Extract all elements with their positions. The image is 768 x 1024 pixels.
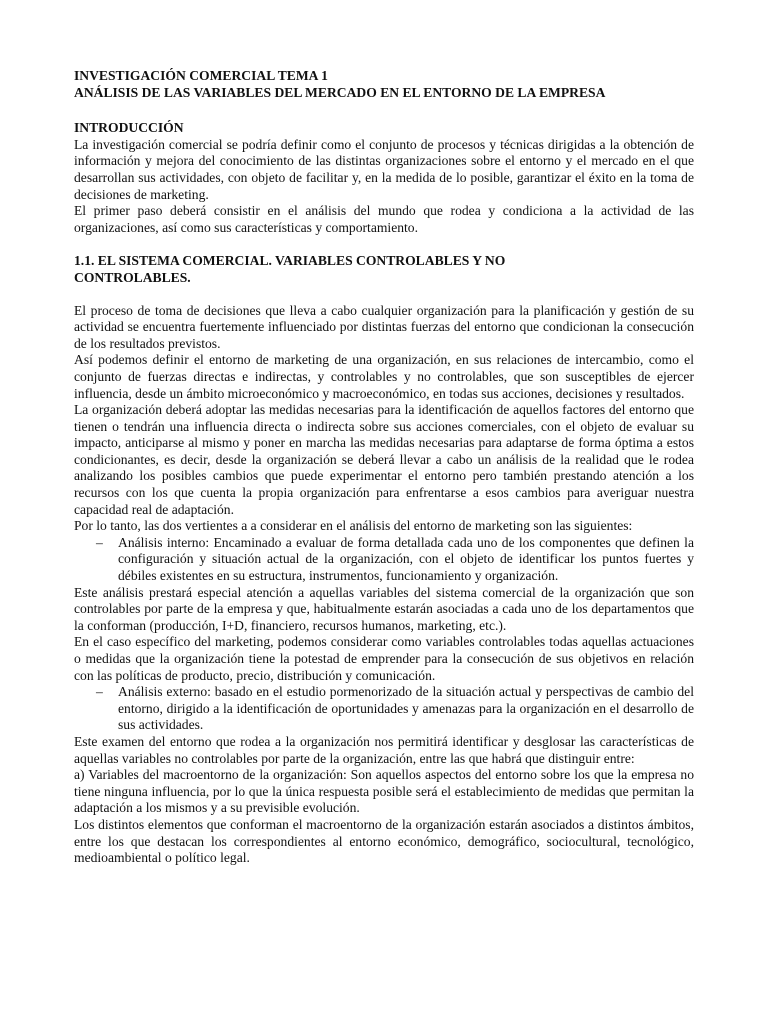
paragraph-5: Este análisis prestará especial atención a aquellas variables del sistema comercial de la organización que son controlables por parte de la empresa y que, habitualmente estarán asociadas a cada uno de los departamentos que la conforman (producción, I+D, financiero, recursos humanos, marketing, etc.). [74,584,694,633]
intro-paragraph-1: La investigación comercial se podría definir como el conjunto de procesos y técnicas dirigidas a la obtención de información y mejora del conocimiento de las distintas organizaciones sobre el entorno y el mercado en el que desarrollan sus actividades, con objeto de facilitar y, en la medida de lo posible, garantizar el éxito en la toma de decisiones de marketing. [74,136,694,202]
spacer [74,101,694,120]
list-item-internal-analysis [96,534,694,585]
paragraph-8: a) Variables del macroentorno de la organización: Son aquellos aspectos del entorno sobre los que la empresa no tiene ninguna influencia, por lo que la única respuesta posible será el establecimiento de medidas que permitan la adaptación a los mismos y a su previsible evolución. [74,767,694,816]
dash-bullet-icon: – [96,534,103,550]
list-item-text: Análisis externo: basado en el estudio pormenorizado de la situación actual y perspectivas de cambio del entorno, dirigido a la identificación de oportunidades y amenazas para la organización en el desarrollo de sus actividades. [118,684,694,733]
intro-heading: INTRODUCCIÓN [74,120,184,136]
bullet-list-1 [74,535,694,585]
spacer [74,287,694,303]
paragraph-6: En el caso específico del marketing, podemos considerar como variables controlables todas aquellas actuaciones o medidas que la organización tiene la potestad de emprender para la consecución de sus objetivos en relación con las políticas de producto, precio, distribución y comunicación. [74,634,694,683]
paragraph-9: Los distintos elementos que conforman el macroentorno de la organización estarán asociados a distintos ámbitos, entre los que destacan los correspondientes al entorno económico, demográfico, sociocultural, tecnológico, medioambiental o político legal. [74,816,694,866]
paragraph-1: El proceso de toma de decisiones que lleva a cabo cualquier organización para la planificación y gestión de su actividad se encuentra fuertemente influenciado por distintas fuerzas del entorno que condicionan la consecución de los resultados previstos. [74,302,694,351]
spacer [74,236,694,253]
dash-bullet-icon: – [96,684,103,700]
paragraph-3: La organización deberá adoptar las medidas necesarias para la identificación de aquellos factores del entorno que tienen o tendrán una influencia directa o indirecta sobre sus acciones comerciales, con el objeto de evaluar su impacto, anticiparse al mismo y poner en marcha las medidas necesarias para adaptarse de forma óptima a estos condicionantes, es decir, desde la organización se deberá llevar a cabo un análisis de la realidad que le rodea analizando los posibles cambios que puede experimentar el entorno pero también prestando atención a los recursos con los que cuenta la propia organización para enfrentarse a esos cambios para averiguar nuestra capacidad real de adaptación. [74,402,694,517]
list-item-text: Análisis interno: Encaminado a evaluar de forma detallada cada uno de los componentes que definen la configuración y situación actual de la organización, con el objeto de identificar los puntos fuertes y débiles existentes en su estructura, instrumentos, funcionamiento y organización. [118,534,694,584]
bullet-list-2 [74,684,694,734]
list-item-external-analysis [96,684,694,734]
document-title: INVESTIGACIÓN COMERCIAL TEMA 1 [74,68,328,83]
document-page [74,68,694,867]
intro-paragraph-2: El primer paso deberá consistir en el análisis del mundo que rodea y condiciona a la actividad de las organizaciones, así como sus características y comportamiento. [74,203,694,235]
paragraph-4: Por lo tanto, las dos vertientes a a considerar en el análisis del entorno de marketing son las siguientes: [74,518,633,534]
paragraph-7: Este examen del entorno que rodea a la organización nos permitirá identificar y desglosar las características de aquellas variables no controlables por parte de la organización, entre las que habrá que distinguir entre: [74,733,694,766]
paragraph-2: Así podemos definir el entorno de marketing de una organización, en sus relaciones de intercambio, como el conjunto de fuerzas directas e indirectas, y controlables y no controlables, que son susceptibles de ejercer influencia, desde un ámbito microeconómico y macroeconómico, en todas sus acciones, decisiones y resultados. [74,352,694,401]
document-subtitle: ANÁLISIS DE LAS VARIABLES DEL MERCADO EN EL ENTORNO DE LA EMPRESA [74,84,606,100]
section-heading: 1.1. EL SISTEMA COMERCIAL. VARIABLES CONTROLABLES Y NO CONTROLABLES. [74,253,506,285]
